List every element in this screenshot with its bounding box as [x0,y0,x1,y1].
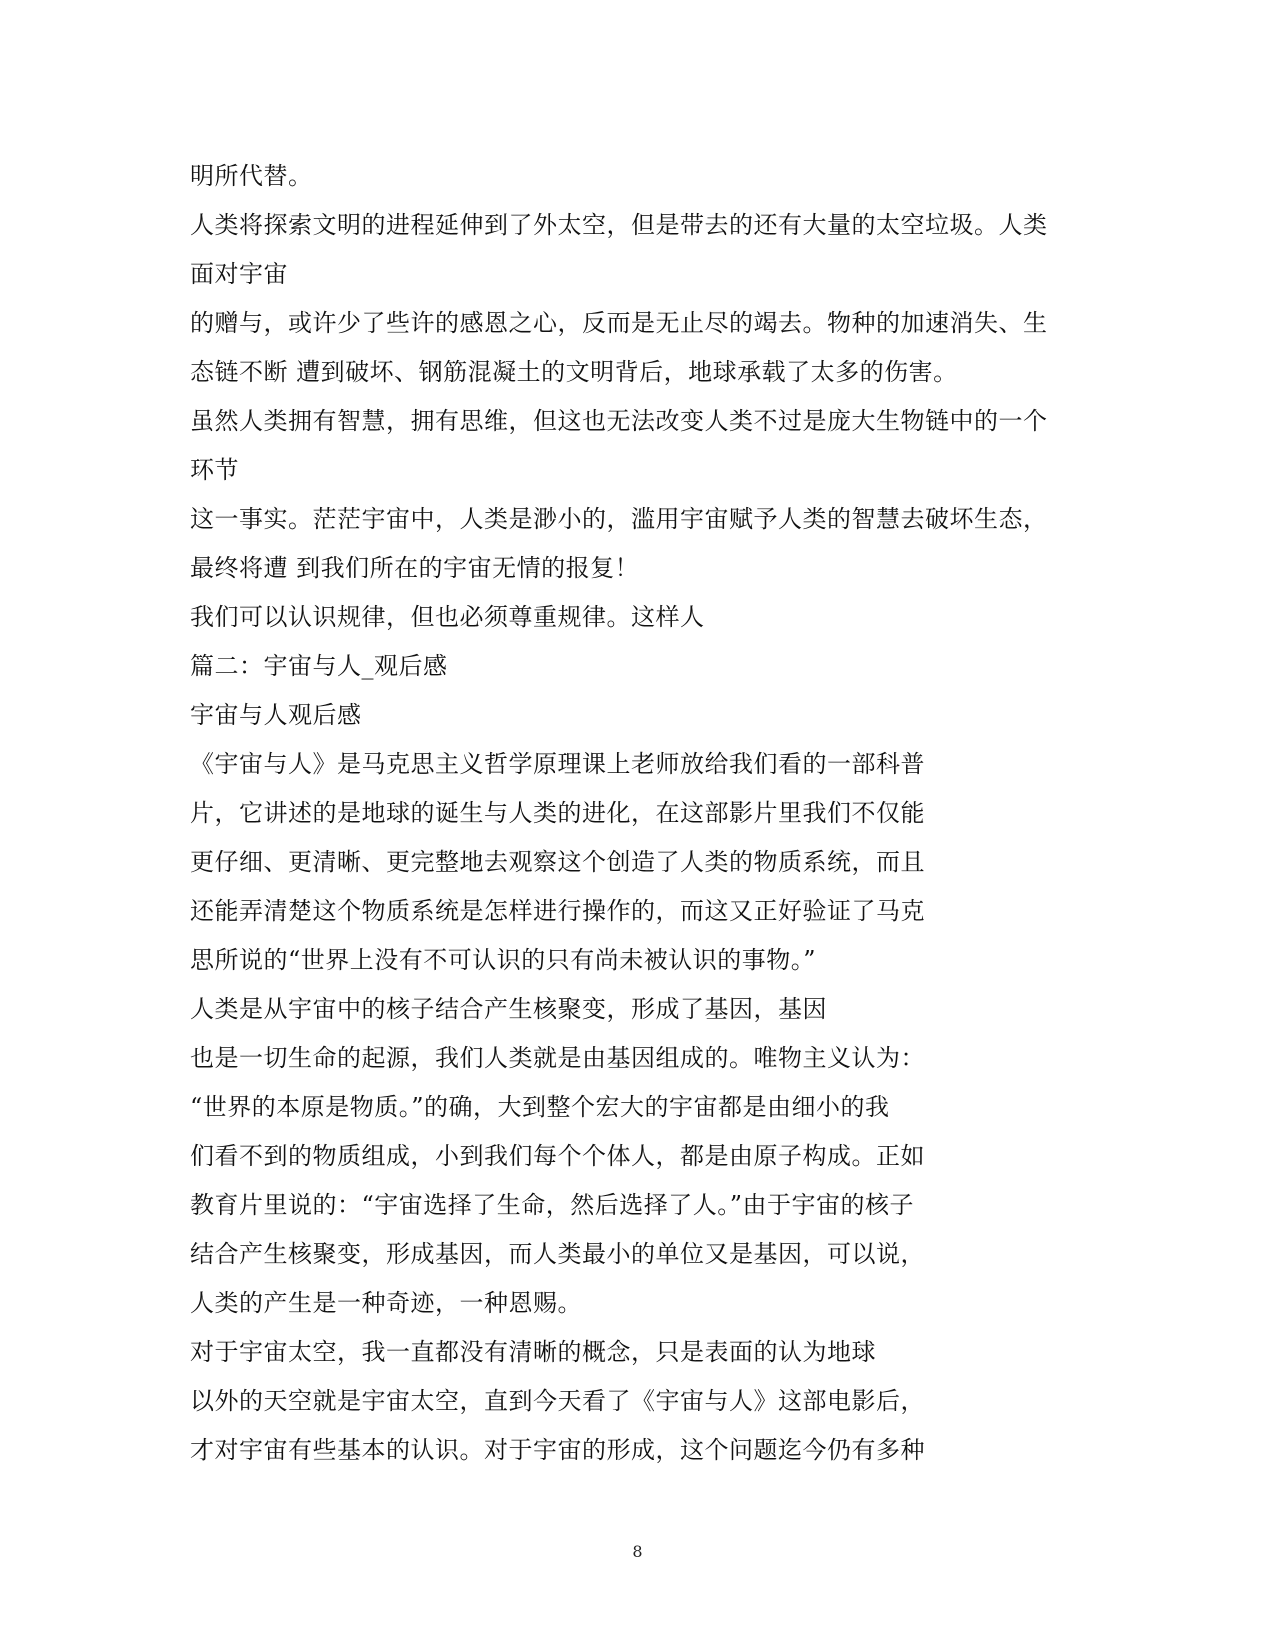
text-line: 的赠与，或许少了些许的感恩之心，反而是无止尽的竭去。物种的加速消失、生 [190,309,1048,337]
document-body [190,152,1090,1475]
article-title: 宇宙与人观后感 [190,701,362,729]
text-line: 思所说的“世界上没有不可认识的只有尚未被认识的事物。” [190,946,817,974]
text-line: 我们可以认识规律，但也必须尊重规律。这样人 [190,603,705,631]
text-line: 还能弄清楚这个物质系统是怎样进行操作的，而这又正好验证了马克 [190,897,925,925]
text-line: 虽然人类拥有智慧，拥有思维，但这也无法改变人类不过是庞大生物链中的一个 [190,407,1048,435]
page-number: 8 [632,1542,643,1561]
text-line: 环节 [190,456,239,484]
text-line: 人类的产生是一种奇迹，一种恩赐。 [190,1289,582,1317]
text-line: 明所代替。 [190,162,313,190]
text-line: “世界的本原是物质。”的确，大到整个宏大的宇宙都是由细小的我 [190,1093,890,1121]
text-line: 对于宇宙太空，我一直都没有清晰的概念，只是表面的认为地球 [190,1338,876,1366]
text-line: 结合产生核聚变，形成基因，而人类最小的单位又是基因，可以说， [190,1240,925,1268]
text-line: 人类是从宇宙中的核子结合产生核聚变，形成了基因，基因 [190,995,827,1023]
text-line: 《宇宙与人》是马克思主义哲学原理课上老师放给我们看的一部科普 [190,750,925,778]
text-line: 这一事实。茫茫宇宙中，人类是渺小的，滥用宇宙赋予人类的智慧去破坏生态， [190,505,1048,533]
section-heading: 篇二：宇宙与人_观后感 [190,652,448,680]
text-line: 们看不到的物质组成，小到我们每个个体人，都是由原子构成。正如 [190,1142,925,1170]
text-line: 也是一切生命的起源，我们人类就是由基因组成的。唯物主义认为： [190,1044,925,1072]
text-line: 人类将探索文明的进程延伸到了外太空，但是带去的还有大量的太空垃圾。人类 [190,211,1048,239]
text-line: 最终将遭 到我们所在的宇宙无情的报复！ [190,554,640,582]
text-line: 片，它讲述的是地球的诞生与人类的进化，在这部影片里我们不仅能 [190,799,925,827]
text-line: 面对宇宙 [190,260,288,288]
text-line: 才对宇宙有些基本的认识。对于宇宙的形成，这个问题迄今仍有多种 [190,1436,925,1464]
text-line: 态链不断 遭到破坏、钢筋混凝土的文明背后，地球承载了太多的伤害。 [190,358,958,386]
text-line: 教育片里说的：“宇宙选择了生命，然后选择了人。”由于宇宙的核子 [190,1191,915,1219]
text-line: 更仔细、更清晰、更完整地去观察这个创造了人类的物质系统，而且 [190,848,925,876]
text-line: 以外的天空就是宇宙太空，直到今天看了《宇宙与人》这部电影后， [190,1387,925,1415]
